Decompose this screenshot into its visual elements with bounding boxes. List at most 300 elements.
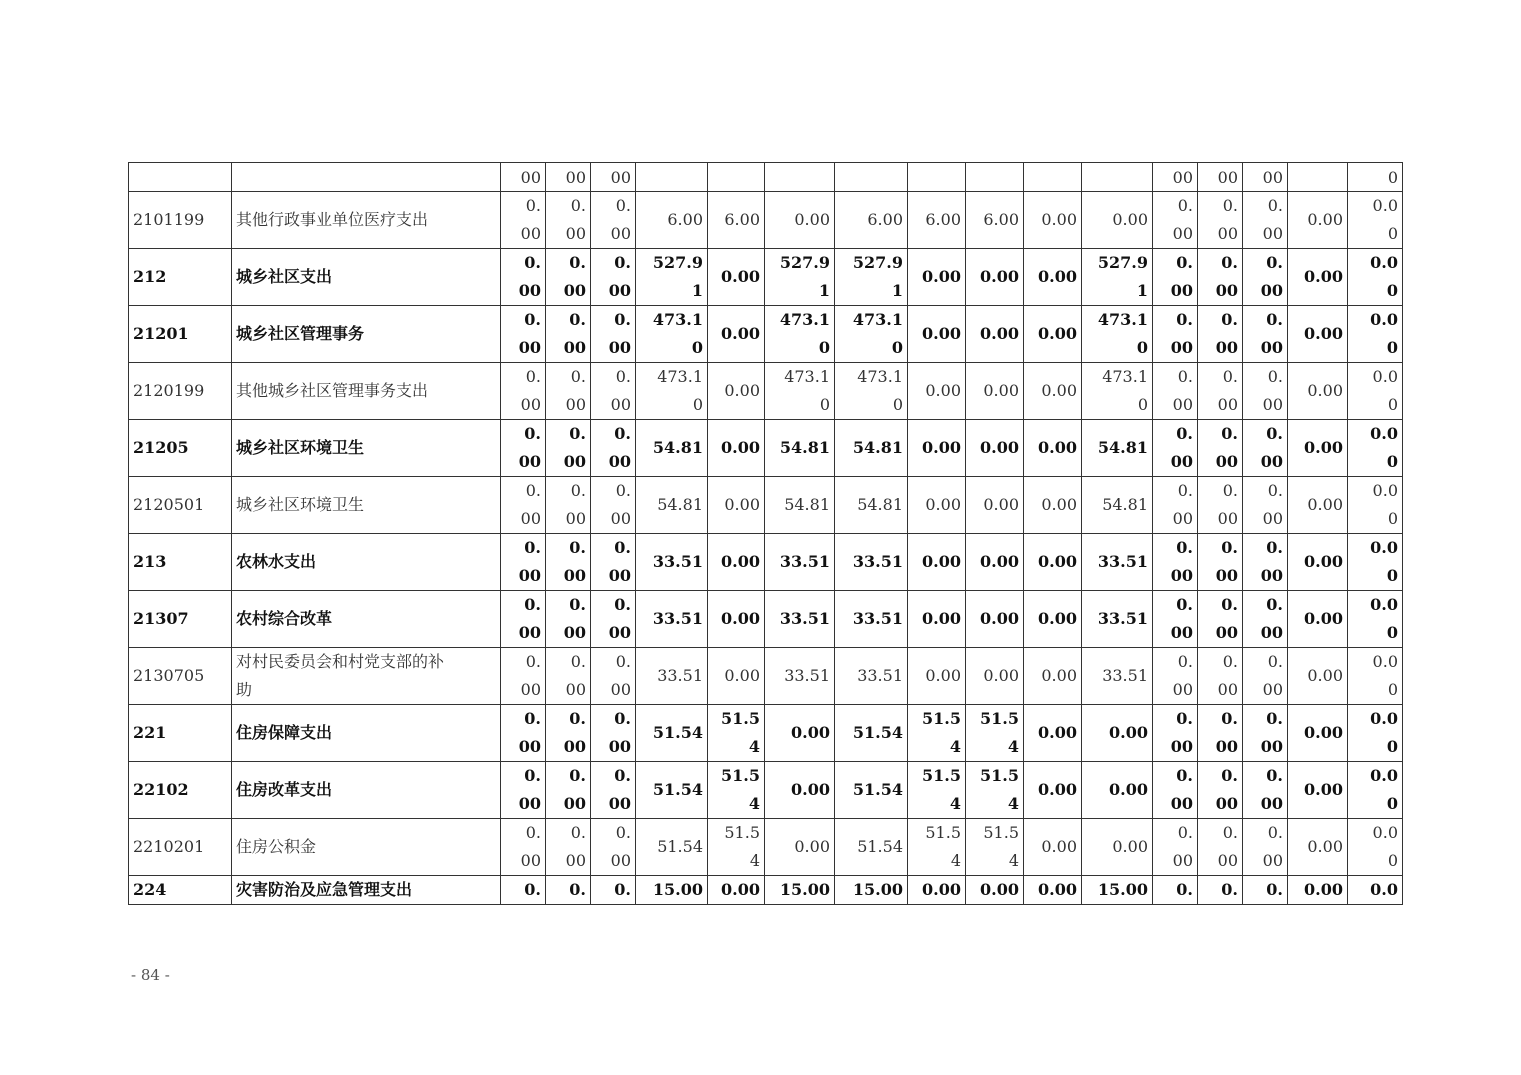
value-cell (546, 306, 591, 363)
value-cell-text: 0. 00 (608, 766, 631, 813)
value-cell-text: 0.00 (980, 552, 1019, 571)
value-cell-text: 0. 00 (1217, 367, 1238, 414)
value-cell-text: 33.51 (652, 609, 703, 628)
value-cell (1082, 705, 1153, 762)
value-cell: 00 (1243, 163, 1288, 192)
name-cell (232, 876, 501, 905)
value-cell (501, 306, 546, 363)
value-cell-text: 33.51 (1102, 666, 1148, 685)
value-cell-text: 0.00 (922, 880, 961, 899)
value-cell-text: 0. 00 (1172, 652, 1193, 699)
value-cell-text: 0.00 (1304, 267, 1343, 286)
value-cell (1024, 420, 1082, 477)
value-cell-text: 0. 00 (1215, 253, 1238, 300)
value-cell (1082, 648, 1153, 705)
value-cell (501, 876, 546, 905)
value-cell-text: 0. 00 (1170, 310, 1193, 357)
value-cell (1153, 306, 1198, 363)
value-cell (591, 762, 636, 819)
value-cell (1153, 648, 1198, 705)
value-cell (591, 876, 636, 905)
value-cell (1288, 819, 1348, 876)
value-cell-text: 6.00 (667, 210, 703, 229)
value-cell-text: 0. 00 (520, 367, 541, 414)
page-number: - 84 - (131, 966, 170, 984)
name-cell-text: 农村综合改革 (236, 609, 333, 628)
value-cell: 0 (1348, 163, 1403, 192)
value-cell-text: 33.51 (857, 666, 903, 685)
value-cell-text: 473.1 0 (652, 310, 703, 357)
value-cell (1243, 306, 1288, 363)
value-cell-text: 0. 00 (520, 823, 541, 870)
value-cell (546, 363, 591, 420)
value-cell (546, 648, 591, 705)
value-cell (591, 648, 636, 705)
value-cell (1024, 477, 1082, 534)
code-cell-text: 2130705 (133, 666, 205, 685)
value-cell-text: 0. 00 (1170, 253, 1193, 300)
value-cell (765, 477, 835, 534)
value-cell (708, 420, 765, 477)
value-cell (908, 306, 966, 363)
value-cell-text: 0.00 (1041, 495, 1077, 514)
code-cell (129, 420, 232, 477)
value-cell (636, 762, 708, 819)
value-cell-text: 0. 00 (610, 196, 631, 243)
value-cell-text: 0.0 0 (1370, 595, 1398, 642)
name-cell (232, 420, 501, 477)
value-cell-text: 0. 00 (1215, 310, 1238, 357)
value-cell-text: 0. 00 (518, 253, 541, 300)
value-cell (966, 648, 1024, 705)
value-cell (708, 534, 765, 591)
value-cell-text: 0. (1221, 880, 1238, 899)
value-cell (908, 420, 966, 477)
value-cell (546, 249, 591, 306)
name-cell-text: 其他行政事业单位医疗支出 (236, 210, 429, 229)
value-cell-text: 0. 00 (608, 709, 631, 756)
value-cell (1243, 876, 1288, 905)
value-cell (1243, 534, 1288, 591)
value-cell (835, 819, 908, 876)
value-cell-text: 6.00 (983, 210, 1019, 229)
value-cell (1082, 876, 1153, 905)
value-cell-text: 0. 00 (1262, 196, 1283, 243)
name-cell-text: 城乡社区环境卫生 (236, 438, 365, 457)
value-cell (546, 876, 591, 905)
value-cell-text: 0.00 (922, 438, 961, 457)
value-cell (835, 420, 908, 477)
code-cell-text: 213 (133, 552, 167, 571)
value-cell-text: 6.00 (925, 210, 961, 229)
value-cell-text: 15.00 (779, 880, 830, 899)
name-cell (232, 648, 501, 705)
value-cell (765, 306, 835, 363)
value-cell (1198, 249, 1243, 306)
table-row-continued (129, 163, 1403, 192)
value-cell-text: 33.51 (779, 552, 830, 571)
value-cell-text: 0. 00 (1170, 424, 1193, 471)
value-cell (765, 705, 835, 762)
value-cell (1348, 591, 1403, 648)
value-cell-text: 0. 00 (563, 424, 586, 471)
value-cell-text: 0.00 (983, 495, 1019, 514)
value-cell (1243, 705, 1288, 762)
value-cell-text: 0. 00 (565, 652, 586, 699)
code-cell-text: 21307 (133, 609, 189, 628)
value-cell (1288, 249, 1348, 306)
name-cell (232, 163, 501, 192)
value-cell (591, 819, 636, 876)
value-cell (908, 249, 966, 306)
value-cell (835, 648, 908, 705)
value-cell-text: 54.81 (857, 495, 903, 514)
value-cell-text: 0. 00 (610, 652, 631, 699)
value-cell-text: 0. (1176, 880, 1193, 899)
value-cell (1153, 363, 1198, 420)
value-cell: 00 (1153, 163, 1198, 192)
value-cell (501, 249, 546, 306)
value-cell (501, 591, 546, 648)
value-cell (546, 705, 591, 762)
value-cell (1082, 249, 1153, 306)
value-cell (1153, 762, 1198, 819)
value-cell (708, 477, 765, 534)
value-cell-text: 0. 00 (608, 595, 631, 642)
value-cell-text: 0. 00 (520, 196, 541, 243)
value-cell (636, 163, 708, 192)
code-cell (129, 648, 232, 705)
value-cell-text: 0.00 (980, 880, 1019, 899)
value-cell-text: 0.00 (1304, 324, 1343, 343)
value-cell (1024, 192, 1082, 249)
value-cell-text: 0.00 (721, 324, 760, 343)
value-cell (501, 762, 546, 819)
value-cell (501, 648, 546, 705)
value-cell (1153, 819, 1198, 876)
value-cell-text: 0.00 (980, 324, 1019, 343)
value-cell (835, 591, 908, 648)
value-cell (908, 648, 966, 705)
code-cell-text: 22102 (133, 780, 189, 799)
value-cell (1082, 819, 1153, 876)
value-cell (966, 819, 1024, 876)
code-cell (129, 762, 232, 819)
value-cell (1288, 648, 1348, 705)
value-cell-text: 473.1 0 (857, 367, 903, 414)
value-cell (1288, 163, 1348, 192)
value-cell (1243, 420, 1288, 477)
value-cell-text: 0.00 (922, 324, 961, 343)
value-cell (908, 591, 966, 648)
value-cell (1348, 363, 1403, 420)
value-cell-text: 0.00 (925, 666, 961, 685)
value-cell-text: 0.00 (925, 381, 961, 400)
value-cell-text: 0. 00 (520, 481, 541, 528)
name-cell-text: 其他城乡社区管理事务支出 (236, 381, 429, 400)
value-cell (1024, 163, 1082, 192)
value-cell (765, 648, 835, 705)
value-cell-text: 0.0 0 (1372, 652, 1398, 699)
value-cell (546, 534, 591, 591)
value-cell-text: 473.1 0 (1102, 367, 1148, 414)
value-cell (1024, 705, 1082, 762)
value-cell-text: 0. (614, 880, 631, 899)
value-cell (1082, 420, 1153, 477)
value-cell (908, 876, 966, 905)
value-cell (708, 819, 765, 876)
value-cell-text: 0.00 (922, 609, 961, 628)
value-cell (835, 306, 908, 363)
value-cell (708, 705, 765, 762)
value-cell (546, 762, 591, 819)
name-cell (232, 249, 501, 306)
value-cell (708, 762, 765, 819)
value-cell-text: 0. 00 (563, 310, 586, 357)
value-cell-text: 33.51 (1097, 552, 1148, 571)
value-cell (908, 819, 966, 876)
value-cell (1288, 192, 1348, 249)
value-cell-text: 54.81 (784, 495, 830, 514)
code-cell (129, 306, 232, 363)
value-cell-text: 0. 00 (1172, 481, 1193, 528)
name-cell-text: 住房公积金 (236, 837, 317, 856)
value-cell (636, 534, 708, 591)
value-cell (966, 705, 1024, 762)
value-cell (1198, 534, 1243, 591)
value-cell (908, 477, 966, 534)
code-cell-text: 2210201 (133, 837, 205, 856)
value-cell-text: 0.00 (1038, 267, 1077, 286)
value-cell: 00 (501, 163, 546, 192)
value-cell-text: 0.00 (1041, 381, 1077, 400)
value-cell-text: 0.00 (980, 438, 1019, 457)
name-cell (232, 477, 501, 534)
value-cell (1198, 876, 1243, 905)
value-cell (1198, 819, 1243, 876)
value-cell-text: 0. 00 (1262, 823, 1283, 870)
value-cell (765, 534, 835, 591)
value-cell-text: 54.81 (652, 438, 703, 457)
value-cell (636, 876, 708, 905)
value-cell-text: 0. 00 (1172, 367, 1193, 414)
value-cell (1024, 876, 1082, 905)
value-cell (908, 762, 966, 819)
value-cell (1348, 477, 1403, 534)
value-cell (1024, 762, 1082, 819)
value-cell-text: 0.00 (1112, 837, 1148, 856)
name-cell-text: 农林水支出 (236, 552, 317, 571)
value-cell (966, 306, 1024, 363)
code-cell (129, 705, 232, 762)
value-cell-text: 33.51 (784, 666, 830, 685)
value-cell (966, 876, 1024, 905)
value-cell-text: 0.0 0 (1370, 709, 1398, 756)
value-cell (966, 534, 1024, 591)
table-row (129, 819, 1403, 876)
value-cell (501, 477, 546, 534)
value-cell-text: 0. 00 (608, 424, 631, 471)
value-cell (1243, 249, 1288, 306)
value-cell-text: 0. (1266, 880, 1283, 899)
code-cell (129, 876, 232, 905)
value-cell-text: 0. 00 (565, 196, 586, 243)
value-cell (591, 249, 636, 306)
value-cell-text: 51.5 4 (980, 709, 1019, 756)
value-cell (1348, 192, 1403, 249)
value-cell-text: 0. 00 (1215, 709, 1238, 756)
value-cell-text: 0. 00 (563, 253, 586, 300)
value-cell-text: 6.00 (724, 210, 760, 229)
value-cell (708, 591, 765, 648)
value-cell-text: 0.00 (1038, 780, 1077, 799)
value-cell-text: 527.9 1 (652, 253, 703, 300)
value-cell (966, 477, 1024, 534)
value-cell-text: 527.9 1 (852, 253, 903, 300)
value-cell (1198, 705, 1243, 762)
value-cell (636, 477, 708, 534)
value-cell-text: 0. 00 (608, 253, 631, 300)
value-cell (908, 534, 966, 591)
value-cell-text: 0.0 0 (1370, 538, 1398, 585)
value-cell (591, 705, 636, 762)
value-cell (546, 420, 591, 477)
value-cell (591, 477, 636, 534)
value-cell (591, 363, 636, 420)
value-cell-text: 0. 00 (565, 367, 586, 414)
value-cell-text: 51.54 (652, 723, 703, 742)
name-cell-text: 城乡社区管理事务 (236, 324, 365, 343)
value-cell (966, 163, 1024, 192)
value-cell-text: 51.54 (852, 723, 903, 742)
name-cell (232, 762, 501, 819)
value-cell (636, 591, 708, 648)
code-cell-text: 2120501 (133, 495, 205, 514)
code-cell (129, 192, 232, 249)
value-cell-text: 0.00 (980, 267, 1019, 286)
value-cell: 00 (546, 163, 591, 192)
value-cell (1082, 762, 1153, 819)
value-cell (1243, 192, 1288, 249)
value-cell-text: 51.5 4 (980, 766, 1019, 813)
value-cell (1348, 249, 1403, 306)
name-cell (232, 591, 501, 648)
value-cell-text: 0. 00 (518, 595, 541, 642)
value-cell (1288, 477, 1348, 534)
code-cell (129, 591, 232, 648)
value-cell-text: 0.0 0 (1370, 766, 1398, 813)
name-cell (232, 819, 501, 876)
value-cell (1348, 534, 1403, 591)
value-cell (708, 363, 765, 420)
value-cell (966, 591, 1024, 648)
value-cell (591, 420, 636, 477)
value-cell-text: 0. 00 (565, 481, 586, 528)
value-cell (1243, 819, 1288, 876)
value-cell (1348, 705, 1403, 762)
value-cell (591, 192, 636, 249)
value-cell-text: 0.0 (1370, 880, 1398, 899)
value-cell-text: 0.00 (1038, 880, 1077, 899)
value-cell (1198, 363, 1243, 420)
value-cell (636, 705, 708, 762)
value-cell-text: 0.00 (791, 780, 830, 799)
name-cell (232, 306, 501, 363)
value-cell-text: 0.00 (724, 666, 760, 685)
value-cell (708, 306, 765, 363)
value-cell (835, 249, 908, 306)
value-cell (1348, 420, 1403, 477)
value-cell-text: 473.1 0 (784, 367, 830, 414)
value-cell (1288, 876, 1348, 905)
value-cell-text: 0. 00 (518, 766, 541, 813)
value-cell-text: 0.00 (983, 666, 1019, 685)
value-cell (1024, 249, 1082, 306)
value-cell (1082, 477, 1153, 534)
value-cell (765, 819, 835, 876)
value-cell (1198, 648, 1243, 705)
value-cell-text: 0.00 (1038, 609, 1077, 628)
code-cell-text: 21201 (133, 324, 189, 343)
code-cell (129, 163, 232, 192)
table-row (129, 534, 1403, 591)
value-cell (1198, 420, 1243, 477)
value-cell (1243, 591, 1288, 648)
value-cell (835, 363, 908, 420)
value-cell (966, 762, 1024, 819)
value-cell (1348, 819, 1403, 876)
value-cell (1348, 306, 1403, 363)
table-row (129, 876, 1403, 905)
value-cell (1243, 648, 1288, 705)
value-cell-text: 0.0 0 (1370, 424, 1398, 471)
value-cell-text: 0. 00 (1217, 823, 1238, 870)
code-cell-text: 224 (133, 880, 167, 899)
value-cell-text: 0.00 (1304, 723, 1343, 742)
value-cell (765, 591, 835, 648)
name-cell-text: 城乡社区支出 (236, 267, 333, 286)
table-row (129, 420, 1403, 477)
value-cell (1024, 363, 1082, 420)
value-cell-text: 473.1 0 (657, 367, 703, 414)
value-cell (1153, 192, 1198, 249)
value-cell-text: 0.00 (721, 438, 760, 457)
value-cell-text: 0. 00 (1262, 652, 1283, 699)
table-row (129, 249, 1403, 306)
value-cell-text: 0. 00 (1262, 481, 1283, 528)
value-cell (765, 363, 835, 420)
value-cell (636, 306, 708, 363)
table-row (129, 648, 1403, 705)
value-cell-text: 6.00 (867, 210, 903, 229)
value-cell (1024, 306, 1082, 363)
value-cell (835, 163, 908, 192)
value-cell (501, 534, 546, 591)
value-cell-text: 51.5 4 (922, 709, 961, 756)
value-cell-text: 51.54 (652, 780, 703, 799)
value-cell (546, 819, 591, 876)
value-cell-text: 33.51 (852, 609, 903, 628)
value-cell (708, 249, 765, 306)
value-cell (1288, 705, 1348, 762)
value-cell-text: 0. 00 (1215, 766, 1238, 813)
value-cell (636, 249, 708, 306)
value-cell (1288, 306, 1348, 363)
value-cell-text: 51.5 4 (721, 766, 760, 813)
value-cell-text: 473.1 0 (852, 310, 903, 357)
value-cell (765, 163, 835, 192)
value-cell (1198, 591, 1243, 648)
